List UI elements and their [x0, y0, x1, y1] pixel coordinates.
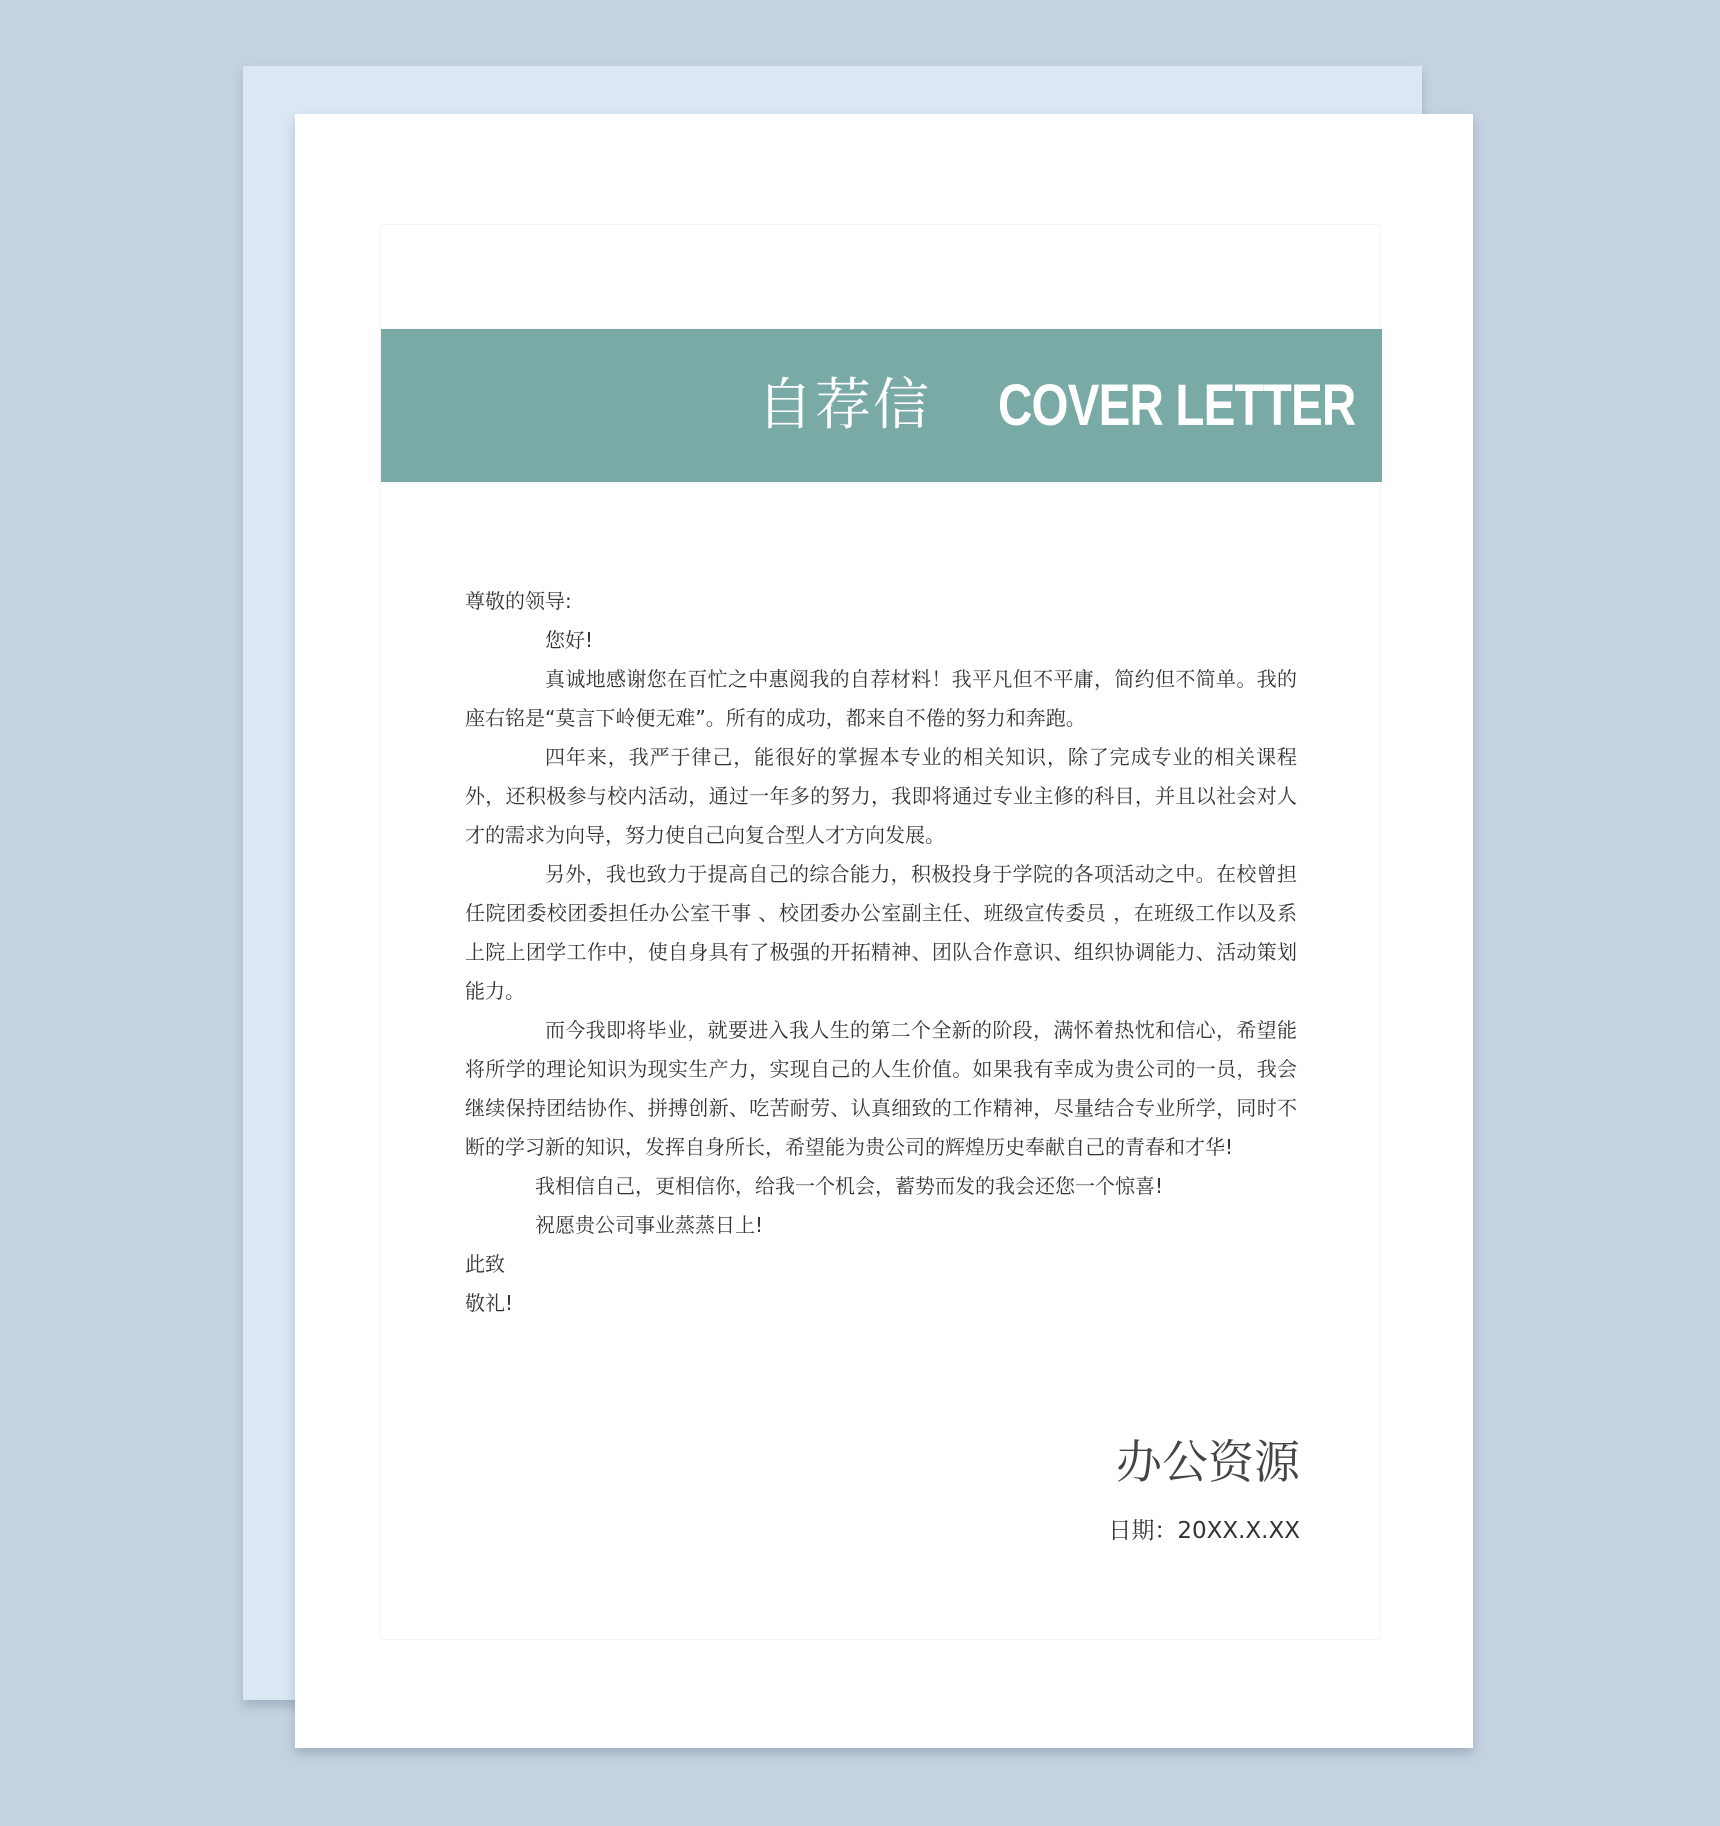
paragraph-4: 而今我即将毕业，就要进入我人生的第二个全新的阶段，满怀着热忱和信心，希望能将所学的理论知识为现实生产力，实现自己的人生价值。如果我有幸成为贵公司的一员，我会继续保持团结协作、拼搏创新、吃苦耐劳、认真细致的工作精神，尽量结合专业所学，同时不断的学习新的知识，发挥自身所长，希望能为贵公司的辉煌历史奉献自己的青春和才华! [465, 1018, 1297, 1159]
paragraph-3: 另外，我也致力于提高自己的综合能力，积极投身于学院的各项活动之中。在校曾担任院团委校团委担任办公室干事 、校团委办公室副主任、班级宣传委员 ，在班级工作以及系上院上团学工作中，使自身具有了极强的开拓精神、团队合作意识、组织协调能力、活动策划能力。 [465, 862, 1297, 1003]
sign-off-1: 此致 [465, 1252, 505, 1276]
title-english: COVER LETTER [998, 373, 1356, 438]
signature: 办公资源 [1116, 1435, 1300, 1489]
title-chinese: 自荐信 [757, 373, 931, 438]
date-line: 日期：20XX.X.XX [1108, 1518, 1300, 1544]
paragraph-1: 真诚地感谢您在百忙之中惠阅我的自荐材料！我平凡但不平庸，简约但不简单。我的座右铭是“莫言下岭便无难”。所有的成功，都来自不倦的努力和奔跑。 [465, 667, 1297, 730]
letter-body [465, 582, 1297, 1323]
greeting: 您好! [545, 628, 594, 652]
closing-line-2: 祝愿贵公司事业蒸蒸日上! [535, 1213, 764, 1237]
salutation: 尊敬的领导: [465, 589, 572, 613]
sign-off-2: 敬礼! [465, 1291, 514, 1315]
paragraph-2: 四年来，我严于律己，能很好的掌握本专业的相关知识，除了完成专业的相关课程外，还积极参与校内活动，通过一年多的努力，我即将通过专业主修的科目，并且以社会对人才的需求为向导，努力使自己向复合型人才方向发展。 [465, 745, 1297, 847]
closing-line-1: 我相信自己，更相信你，给我一个机会，蓄势而发的我会还您一个惊喜! [535, 1174, 1164, 1198]
